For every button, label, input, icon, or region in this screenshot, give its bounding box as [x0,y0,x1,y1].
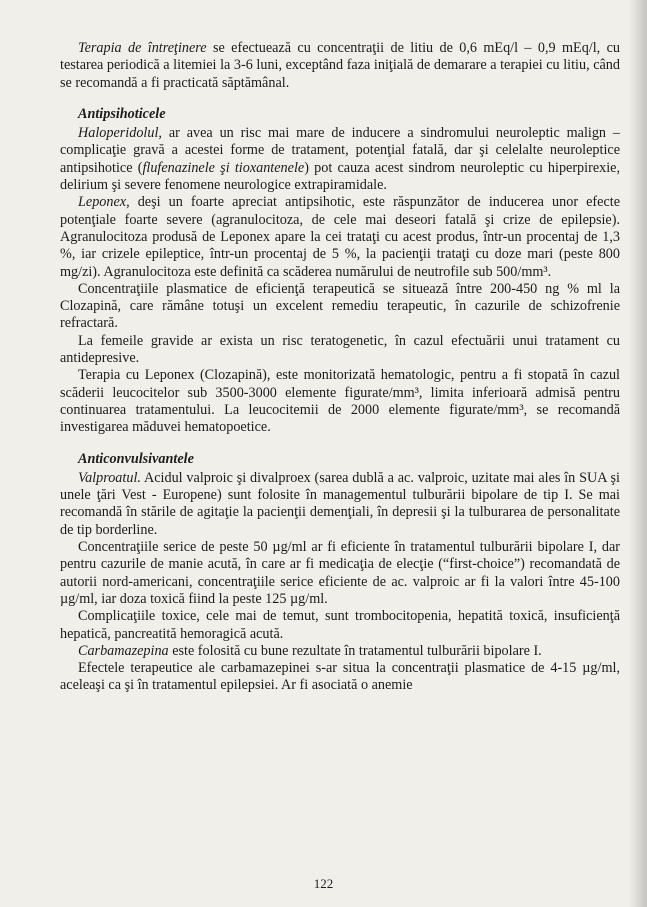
paragraph-serum-concentrations: Concentraţiile serice de peste 50 µg/ml ar fi eficiente în tratamentul tulburării bipolare I, dar pentru cazurile de manie acută, în care ar fi medicaţia de elecţie (“first-choice”) recomandată de autorii nord-americani, concentraţiile serice eficiente de ac. valproic ar fi la valori între 45-100 µg/ml, iar doza toxică fiind la peste 125 µg/ml. [60,539,620,607]
term-valproate: Valproatul. [78,469,141,486]
term-flufenazine: flufenazinele şi tioxantenele [142,159,305,176]
term-haloperidol: Haloperidolul, [78,125,162,142]
page-number: 122 [313,876,334,891]
paragraph-haloperidol: Haloperidolul, ar avea un risc mai mare de inducere a sindromului neuroleptic malign – complicaţie gravă a acestei forme de tratament, potenţial fatală, dar şi celelalte neuroleptice antipsihotice (flufenazinele şi tioxantenele) pot cauza acest sindrom neuroleptic cu hiperpirexie, delirium şi severe fenomene neurologice extrapiramidale. [60,125,620,194]
paragraph-toxic-complications: Complicaţiile toxice, cele mai de temut, sunt trombocitopenia, hepatită toxică, insuficienţă hepatică, pancreatită hemoragică acută. [60,608,620,642]
page-body [60,40,620,695]
paragraph-leponex-monitoring: Terapia cu Leponex (Clozapină), este monitorizată hematologic, pentru a fi stopată în cazul scăderii leucocitelor sub 3500-3000 elemente figurate/mm³, limita inferioară admisă pentru continuarea tratamentului. La leucocitemii de 2000 elemente figurate/mm³, se recomandă investigarea măduvei hematopoetice. [60,367,620,436]
paragraph-carbamazepine: Carbamazepina este folosită cu bune rezultate în tratamentul tulburării bipolare I. [78,642,542,659]
paragraph-maintenance-therapy: Terapia de întreţinere se efectuează cu concentraţii de litiu de 0,6 mEq/l – 0,9 mEq/l, cu testarea periodică a litemiei la 3-6 luni, exceptând faza iniţială de demarare a terapiei cu litiu, când se recomandă a fi practicată săptămânal. [60,40,620,91]
term-leponex: Leponex, [78,194,130,211]
paragraph-carbamazepine-effects: Efectele terapeutice ale carbamazepinei s-ar situa la concentraţii plasmatice de 4-15 µg/ml, aceleaşi ca şi în tratamentul epilepsiei. Ar fi asociată o anemie [60,660,620,694]
term-maintenance-therapy: Terapia de întreţinere [78,40,207,56]
term-carbamazepine: Carbamazepina [78,642,169,659]
paragraph-leponex: Leponex, deşi un foarte apreciat antipsihotic, este răspunzător de inducerea unor efecte potenţiale foarte severe (agranulocitoza, de cele mai deseori fatală şi crize de epilepsie). Agranulocitoza produsă de Leponex apare la cei trataţi cu acest produs, într-un procentaj de 1,3 %, iar crizele epileptice, într-un procentaj de 5 %, la pacienţii trataţi cu doze mari (peste 800 mg/zi). Agranulocitoza este definită ca scăderea numărului de neutrofile sub 500/mm³. [60,194,620,280]
paragraph-concentrations: Concentraţiile plasmatice de eficienţă terapeutică se situează între 200-450 ng % ml la Clozapină, care rămâne totuşi un excelent remediu terapeutic, în cazurile de schizofrenie refractară. [60,280,620,332]
heading-anticonvulsivante: Anticonvulsivantele [78,450,194,467]
paragraph-pregnancy: La femeile gravide ar exista un risc teratogenetic, în cazul efectuării unui tratament cu antidepresive. [60,332,620,367]
paragraph-valproate: Valproatul. Acidul valproic şi divalproex (sarea dublă a ac. valproic, uzitate mai ales în SUA şi unele ţări Vest - Europene) sunt folosite în managementul tulburării bipolare de tip I. Se mai recomandă în stările de agitaţie la pacienţii demenţiali, în depresii şi la tulburarea de personalitate de tip borderline. [60,469,620,538]
heading-antipsihotice: Antipsihoticele [78,105,166,122]
